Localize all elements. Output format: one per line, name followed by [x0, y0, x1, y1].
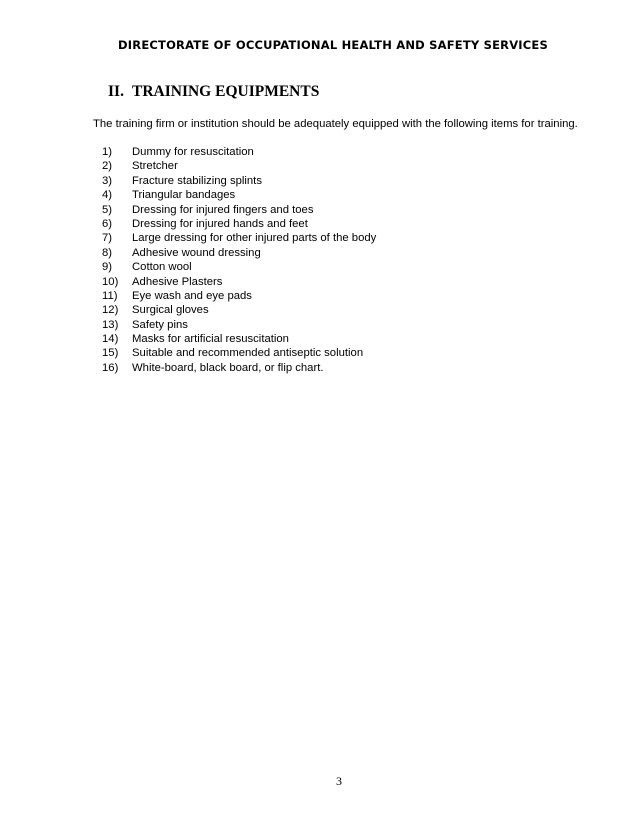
item-number: 16) — [102, 361, 119, 374]
list-item — [102, 289, 376, 303]
list-item — [102, 346, 376, 360]
list-item — [102, 303, 376, 317]
item-text: Dummy for resuscitation — [132, 146, 254, 158]
item-number: 7) — [102, 232, 113, 245]
list-item — [102, 318, 376, 332]
item-text: Stretcher — [132, 160, 178, 173]
item-number: 6) — [102, 217, 113, 230]
list-item — [102, 246, 376, 260]
list-item — [102, 174, 376, 188]
item-number: 3) — [102, 174, 113, 187]
document-header: DIRECTORATE OF OCCUPATIONAL HEALTH AND SAFETY SERVICES — [118, 38, 548, 52]
item-text: Safety pins — [132, 318, 188, 331]
item-number: 10) — [102, 275, 119, 288]
list-item — [102, 203, 376, 217]
list-item — [102, 159, 376, 173]
item-text: Dressing for injured fingers and toes — [132, 203, 314, 216]
item-text: Large dressing for other injured parts of the body — [132, 232, 377, 245]
item-text: Fracture stabilizing splints — [132, 174, 262, 187]
item-text: Cotton wool — [132, 261, 192, 274]
list-item — [102, 361, 376, 375]
item-text: Triangular bandages — [132, 189, 236, 202]
list-item — [102, 217, 376, 231]
item-number: 8) — [102, 246, 113, 259]
section-heading — [108, 83, 319, 101]
item-text: Dressing for injured hands and feet — [132, 217, 308, 230]
item-number: 11) — [102, 289, 118, 302]
section-title: TRAINING EQUIPMENTS — [132, 83, 320, 100]
item-text: Masks for artificial resuscitation — [132, 333, 289, 346]
item-number: 12) — [102, 304, 119, 317]
intro-paragraph: The training firm or institution should be adequately equipped with the following items for training. — [93, 118, 578, 130]
item-number: 13) — [102, 318, 119, 331]
item-number: 9) — [102, 261, 113, 274]
item-text: Eye wash and eye pads — [132, 289, 252, 302]
item-number: 1) — [102, 146, 113, 158]
list-item — [102, 145, 376, 159]
section-number: II. — [108, 83, 124, 100]
page-number: 3 — [336, 774, 342, 788]
item-number: 5) — [102, 203, 113, 216]
item-text: Adhesive wound dressing — [132, 246, 261, 259]
equipment-list — [102, 145, 376, 375]
list-item — [102, 260, 376, 274]
item-number: 2) — [102, 160, 113, 173]
item-text: White-board, black board, or flip chart. — [132, 361, 324, 374]
item-number: 14) — [102, 333, 119, 346]
item-text: Suitable and recommended antiseptic solution — [132, 347, 364, 360]
item-number: 15) — [102, 347, 119, 360]
list-item — [102, 275, 376, 289]
list-item — [102, 231, 376, 245]
item-text: Surgical gloves — [132, 304, 209, 317]
list-item — [102, 332, 376, 346]
item-number: 4) — [102, 189, 113, 202]
list-item — [102, 188, 376, 202]
item-text: Adhesive Plasters — [132, 275, 223, 288]
